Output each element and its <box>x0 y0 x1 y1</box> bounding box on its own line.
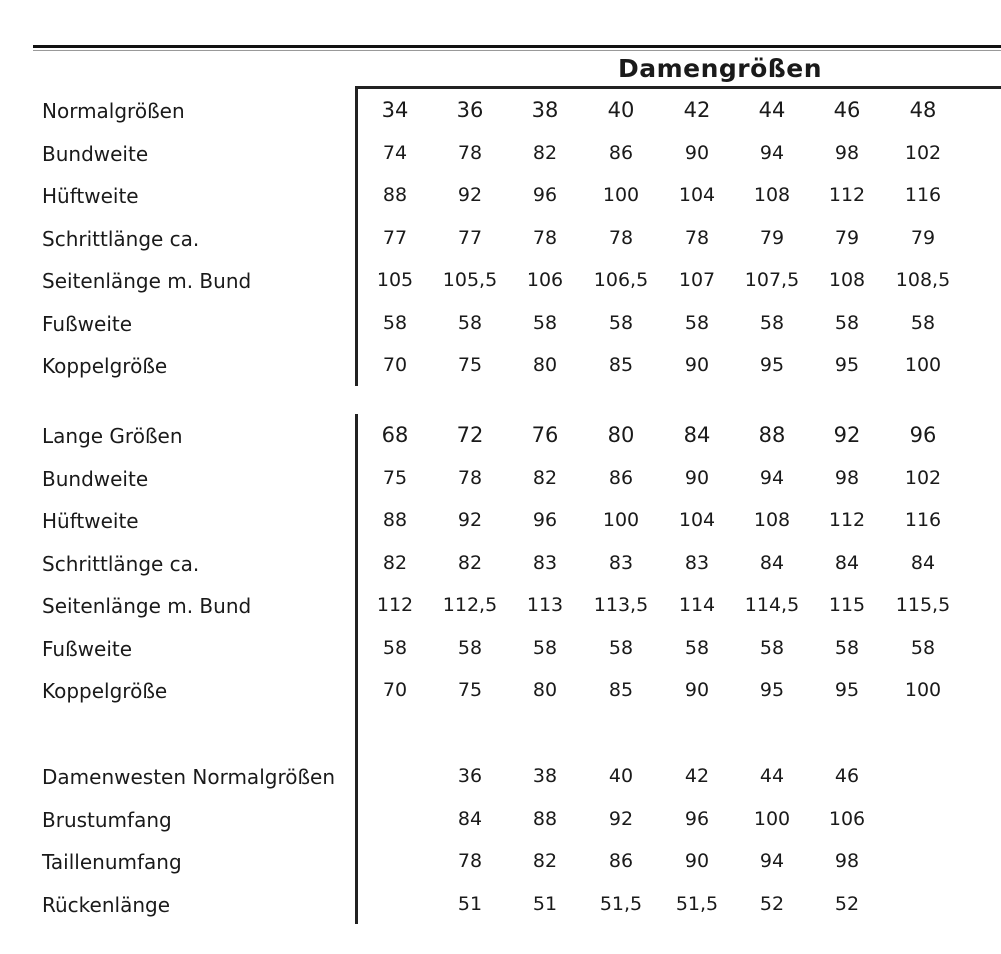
row-label: Seitenlänge m. Bund <box>42 594 252 618</box>
table-cell: 92 <box>833 423 861 447</box>
table-cell: 116 <box>904 509 942 531</box>
table-cell: 108 <box>753 184 791 206</box>
table-cell: 79 <box>759 226 785 249</box>
table-cell: 92 <box>457 509 483 531</box>
table-cell: 58 <box>608 311 634 334</box>
table-cell: 85 <box>608 679 634 701</box>
table-cell: 58 <box>382 636 408 659</box>
table-cell: 95 <box>759 679 785 701</box>
table-cell: 82 <box>532 466 558 489</box>
table-cell: 100 <box>904 354 942 376</box>
table-cell: 114 <box>678 594 716 616</box>
table-cell: 70 <box>382 679 408 701</box>
table-cell: 92 <box>608 807 634 830</box>
table-cell: 83 <box>532 551 558 574</box>
table-cell: 82 <box>382 551 408 574</box>
table-cell: 51 <box>457 892 483 915</box>
table-cell: 78 <box>457 466 483 489</box>
table-cell: 84 <box>457 807 483 830</box>
table-cell: 58 <box>457 636 483 659</box>
table-cell: 77 <box>457 226 483 249</box>
table-cell: 58 <box>382 311 408 334</box>
table-cell: 72 <box>456 423 484 447</box>
table-cell: 83 <box>684 551 710 574</box>
table-cell: 78 <box>457 141 483 164</box>
table-cell: 58 <box>834 311 860 334</box>
table-cell: 40 <box>608 765 634 787</box>
table-cell: 108,5 <box>895 269 951 291</box>
table-cell: 114,5 <box>744 594 800 616</box>
table-cell: 34 <box>381 98 409 122</box>
table-cell: 100 <box>602 509 640 531</box>
table-cell: 115,5 <box>895 594 951 616</box>
row-label: Koppelgröße <box>42 679 168 703</box>
table-cell: 105 <box>376 269 414 291</box>
table-cell: 80 <box>532 679 558 701</box>
table-cell: 58 <box>608 636 634 659</box>
row-label: Fußweite <box>42 311 133 336</box>
table-cell: 36 <box>456 98 484 122</box>
row-label: Schrittlänge ca. <box>42 226 200 251</box>
table-cell: 58 <box>684 311 710 334</box>
table-cell: 38 <box>532 765 558 787</box>
table-cell: 77 <box>382 226 408 249</box>
table-cell: 98 <box>834 141 860 164</box>
table-cell: 95 <box>834 354 860 376</box>
table-cell: 78 <box>684 226 710 249</box>
table-cell: 86 <box>608 850 634 872</box>
table-cell: 105,5 <box>442 269 498 291</box>
table-cell: 58 <box>910 311 936 334</box>
table-cell: 84 <box>910 551 936 574</box>
table-cell: 107,5 <box>744 269 800 291</box>
table-cell: 112,5 <box>442 594 498 616</box>
row-label: Normalgrößen <box>42 99 185 123</box>
table-cell: 79 <box>834 226 860 249</box>
row-label: Bundweite <box>42 141 149 166</box>
table-cell: 36 <box>457 765 483 787</box>
table-cell: 51,5 <box>675 892 719 915</box>
table-cell: 42 <box>683 98 711 122</box>
section-divider-1 <box>355 86 358 386</box>
row-label: Seitenlänge m. Bund <box>42 269 252 293</box>
table-cell: 84 <box>834 551 860 574</box>
table-cell: 52 <box>759 892 785 915</box>
table-cell: 82 <box>532 141 558 164</box>
row-label: Brustumfang <box>42 807 172 832</box>
table-cell: 82 <box>532 850 558 872</box>
table-cell: 90 <box>684 141 710 164</box>
table-cell: 52 <box>834 892 860 915</box>
table-cell: 106,5 <box>593 269 649 291</box>
table-cell: 46 <box>833 98 861 122</box>
table-cell: 46 <box>834 765 860 787</box>
row-label: Hüftweite <box>42 509 139 533</box>
table-cell: 38 <box>531 98 559 122</box>
table-cell: 51,5 <box>599 892 643 915</box>
table-cell: 42 <box>684 765 710 787</box>
table-cell: 94 <box>759 850 785 872</box>
table-cell: 75 <box>382 466 408 489</box>
table-cell: 88 <box>532 807 558 830</box>
table-cell: 44 <box>758 98 786 122</box>
table-cell: 96 <box>684 807 710 830</box>
table-cell: 78 <box>608 226 634 249</box>
row-label: Bundweite <box>42 466 149 491</box>
row-label: Taillenumfang <box>42 850 182 874</box>
table-cell: 108 <box>753 509 791 531</box>
table-cell: 40 <box>607 98 635 122</box>
table-cell: 113 <box>526 594 564 616</box>
table-cell: 80 <box>532 354 558 376</box>
row-label: Damenwesten Normalgrößen <box>42 765 336 789</box>
table-cell: 94 <box>759 141 785 164</box>
table-cell: 100 <box>904 679 942 701</box>
table-cell: 102 <box>904 466 942 489</box>
table-cell: 84 <box>683 423 711 447</box>
row-label: Rückenlänge <box>42 892 171 917</box>
table-cell: 112 <box>828 509 866 531</box>
section-divider-2 <box>355 414 358 924</box>
table-cell: 58 <box>684 636 710 659</box>
table-cell: 90 <box>684 679 710 701</box>
table-cell: 106 <box>828 807 866 830</box>
table-cell: 102 <box>904 141 942 164</box>
table-cell: 95 <box>759 354 785 376</box>
table-cell: 68 <box>381 423 409 447</box>
table-cell: 70 <box>382 354 408 376</box>
table-cell: 90 <box>684 354 710 376</box>
table-cell: 108 <box>828 269 866 291</box>
table-cell: 51 <box>532 892 558 915</box>
table-cell: 58 <box>457 311 483 334</box>
table-cell: 75 <box>457 354 483 376</box>
table-cell: 86 <box>608 141 634 164</box>
table-cell: 75 <box>457 679 483 701</box>
table-title: Damengrößen <box>617 54 823 83</box>
table-cell: 100 <box>753 807 791 830</box>
row-label: Fußweite <box>42 636 133 661</box>
row-label: Hüftweite <box>42 184 139 208</box>
table-cell: 79 <box>910 226 936 249</box>
table-cell: 58 <box>532 311 558 334</box>
table-cell: 106 <box>526 269 564 291</box>
table-cell: 100 <box>602 184 640 206</box>
top-rule-thin <box>33 50 1001 51</box>
table-cell: 98 <box>834 466 860 489</box>
table-cell: 58 <box>834 636 860 659</box>
table-cell: 96 <box>909 423 937 447</box>
table-cell: 96 <box>532 509 558 531</box>
table-cell: 85 <box>608 354 634 376</box>
table-cell: 113,5 <box>593 594 649 616</box>
table-cell: 82 <box>457 551 483 574</box>
table-cell: 83 <box>608 551 634 574</box>
table-cell: 44 <box>759 765 785 787</box>
table-cell: 90 <box>684 466 710 489</box>
table-cell: 98 <box>834 850 860 872</box>
table-cell: 58 <box>910 636 936 659</box>
table-cell: 92 <box>457 184 483 206</box>
row-label: Lange Größen <box>42 424 183 448</box>
table-cell: 58 <box>759 636 785 659</box>
table-cell: 58 <box>532 636 558 659</box>
table-cell: 86 <box>608 466 634 489</box>
table-cell: 115 <box>828 594 866 616</box>
table-cell: 90 <box>684 850 710 872</box>
top-rule <box>33 45 1001 48</box>
table-cell: 88 <box>758 423 786 447</box>
table-cell: 88 <box>382 184 408 206</box>
table-cell: 76 <box>531 423 559 447</box>
row-label: Koppelgröße <box>42 354 168 378</box>
row-label: Schrittlänge ca. <box>42 551 200 576</box>
table-cell: 48 <box>909 98 937 122</box>
table-cell: 104 <box>678 509 716 531</box>
table-cell: 94 <box>759 466 785 489</box>
table-cell: 112 <box>828 184 866 206</box>
header-rule <box>357 86 1001 89</box>
table-cell: 104 <box>678 184 716 206</box>
table-cell: 78 <box>457 850 483 872</box>
table-cell: 80 <box>607 423 635 447</box>
table-cell: 88 <box>382 509 408 531</box>
table-cell: 95 <box>834 679 860 701</box>
table-cell: 116 <box>904 184 942 206</box>
table-cell: 74 <box>382 141 408 164</box>
table-cell: 58 <box>759 311 785 334</box>
table-cell: 96 <box>532 184 558 206</box>
table-cell: 107 <box>678 269 716 291</box>
table-cell: 112 <box>376 594 414 616</box>
table-cell: 84 <box>759 551 785 574</box>
table-cell: 78 <box>532 226 558 249</box>
